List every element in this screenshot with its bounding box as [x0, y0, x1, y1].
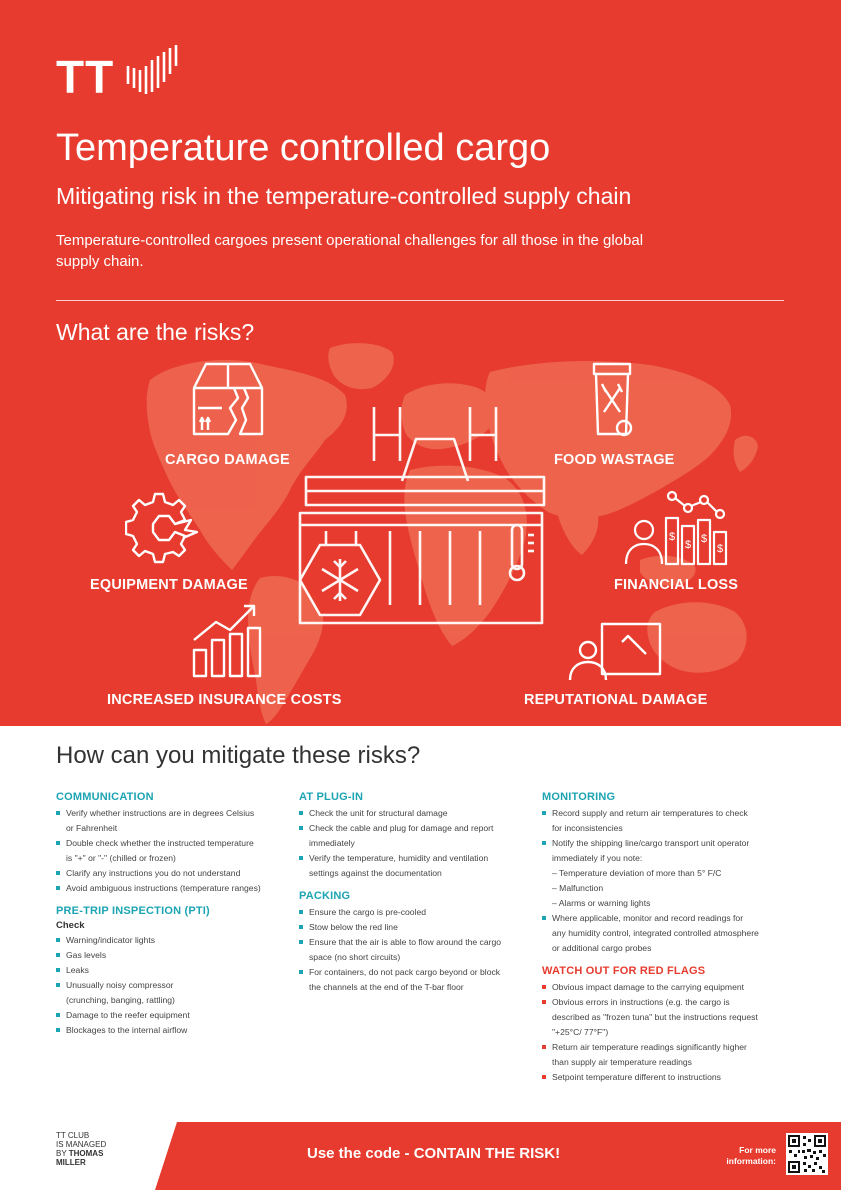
managed-line	[56, 1149, 106, 1158]
trash-bin-icon	[588, 360, 638, 440]
managed-line: MILLER	[56, 1158, 86, 1167]
risk-label-insurance-costs: INCREASED INSURANCE COSTS	[107, 692, 342, 708]
logo-stripes-icon	[124, 44, 186, 96]
section-title-pti: PRE-TRIP INSPECTION (PTI)	[56, 905, 210, 917]
list-item: space (no short circuits)	[309, 952, 401, 962]
red-flags-list	[542, 980, 782, 1085]
intro-line: supply chain.	[56, 253, 144, 270]
mitigation-heading: How can you mitigate these risks?	[56, 742, 421, 769]
managed-prefix: BY	[56, 1149, 69, 1158]
list-item: Stow below the red line	[299, 920, 539, 935]
list-item: described as "frozen tuna" but the instructions request	[552, 1012, 758, 1022]
list-item: Check the unit for structural damage	[299, 806, 539, 821]
list-item: – Alarms or warning lights	[552, 898, 651, 908]
list-item: Obvious impact damage to the carrying equipment	[542, 980, 782, 995]
section-title-plug-in: AT PLUG-IN	[299, 791, 364, 803]
list-item: Unusually noisy compressor	[56, 978, 296, 993]
list-item: Ensure that the air is able to flow around the cargo	[299, 935, 539, 950]
pti-list	[56, 933, 296, 1038]
monitoring-list	[542, 806, 782, 956]
section-title-monitoring: MONITORING	[542, 791, 616, 803]
broken-gear-icon	[125, 490, 205, 565]
list-item: Blockages to the internal airflow	[56, 1023, 296, 1038]
divider	[56, 300, 784, 301]
list-item: Check the cable and plug for damage and report	[299, 821, 539, 836]
list-item: Notify the shipping line/cargo transport unit operator	[542, 836, 782, 851]
list-item: (crunching, banging, rattling)	[66, 995, 175, 1005]
list-item: Clarify any instructions you do not understand	[56, 866, 296, 881]
list-item: Verify the temperature, humidity and ventilation	[299, 851, 539, 866]
presenter-board-icon	[568, 620, 664, 682]
list-item: – Malfunction	[552, 883, 604, 893]
packing-list	[299, 905, 539, 995]
risk-label-equipment-damage: EQUIPMENT DAMAGE	[90, 577, 248, 593]
list-item: immediately	[309, 838, 355, 848]
risk-label-financial-loss: FINANCIAL LOSS	[614, 577, 739, 593]
list-item: the channels at the end of the T-bar floor	[309, 982, 464, 992]
pti-check-label: Check	[56, 920, 85, 931]
list-item: For containers, do not pack cargo beyond or block	[299, 965, 539, 980]
qr-code-icon[interactable]	[786, 1133, 828, 1175]
tt-club-logo	[56, 44, 186, 103]
list-item: Ensure the cargo is pre-cooled	[299, 905, 539, 920]
list-item: any humidity control, integrated controlled atmosphere	[552, 928, 759, 938]
section-title-communication: COMMUNICATION	[56, 791, 154, 803]
managed-line: IS MANAGED	[56, 1140, 107, 1149]
list-item: Where applicable, monitor and record readings for	[542, 911, 782, 926]
risks-heading: What are the risks?	[56, 319, 255, 345]
svg-text:$: $	[669, 531, 676, 543]
list-item: Return air temperature readings significantly higher	[542, 1040, 782, 1055]
list-item: is "+" or "-" (chilled or frozen)	[66, 853, 176, 863]
list-item: Obvious errors in instructions (e.g. the cargo is	[542, 995, 782, 1010]
list-item: – Temperature deviation of more than 5° F/C	[552, 868, 722, 878]
more-info-line: information:	[726, 1156, 776, 1166]
financial-chart-icon	[620, 490, 732, 568]
list-item: Verify whether instructions are in degrees Celsius	[56, 806, 296, 821]
list-item: immediately if you note:	[552, 853, 643, 863]
list-item: settings against the documentation	[309, 868, 442, 878]
svg-text:$: $	[701, 533, 708, 545]
svg-text:$: $	[685, 539, 692, 551]
risk-label-food-wastage: FOOD WASTAGE	[554, 452, 675, 468]
list-item: Avoid ambiguous instructions (temperature ranges)	[56, 881, 296, 896]
list-item: or Fahrenheit	[66, 823, 118, 833]
damaged-box-icon	[188, 360, 268, 440]
page-title: Temperature controlled cargo	[56, 127, 551, 169]
more-info-text	[712, 1145, 776, 1167]
page-subtitle: Mitigating risk in the temperature-controlled supply chain	[56, 183, 632, 209]
svg-text:$: $	[717, 543, 724, 555]
section-title-packing: PACKING	[299, 890, 351, 902]
list-item: Gas levels	[56, 948, 296, 963]
managed-by-text	[56, 1131, 106, 1167]
list-item: than supply air temperature readings	[552, 1057, 692, 1067]
reefer-container-icon	[290, 405, 560, 635]
list-item: Warning/indicator lights	[56, 933, 296, 948]
list-item: Damage to the reefer equipment	[56, 1008, 296, 1023]
list-item: "+25°C/ 77°F")	[552, 1027, 609, 1037]
mitigation-column-2	[299, 790, 539, 1003]
mitigation-column-1	[56, 790, 296, 1046]
intro-line: Temperature-controlled cargoes present operational challenges for all those in the global	[56, 232, 644, 249]
rising-chart-icon	[190, 600, 265, 680]
list-item: or additional cargo probes	[552, 943, 652, 953]
risk-label-cargo-damage: CARGO DAMAGE	[165, 452, 290, 468]
logo-text: TT	[56, 51, 115, 103]
risk-label-reputational-damage: REPUTATIONAL DAMAGE	[524, 692, 708, 708]
communication-list	[56, 806, 296, 896]
cta-text: Use the code - CONTAIN THE RISK!	[307, 1145, 561, 1162]
more-info-line: For more	[739, 1145, 776, 1155]
list-item: Double check whether the instructed temperature	[56, 836, 296, 851]
mitigation-column-3	[542, 790, 782, 1093]
list-item: for inconsistencies	[552, 823, 623, 833]
list-item: Leaks	[56, 963, 296, 978]
list-item: Setpoint temperature different to instructions	[542, 1070, 782, 1085]
list-item: Record supply and return air temperatures to check	[542, 806, 782, 821]
managed-company: THOMAS	[68, 1149, 104, 1158]
section-title-red-flags: WATCH OUT FOR RED FLAGS	[542, 965, 706, 977]
managed-line: TT CLUB	[56, 1131, 90, 1140]
plug-in-list	[299, 806, 539, 881]
intro-text	[56, 230, 746, 272]
